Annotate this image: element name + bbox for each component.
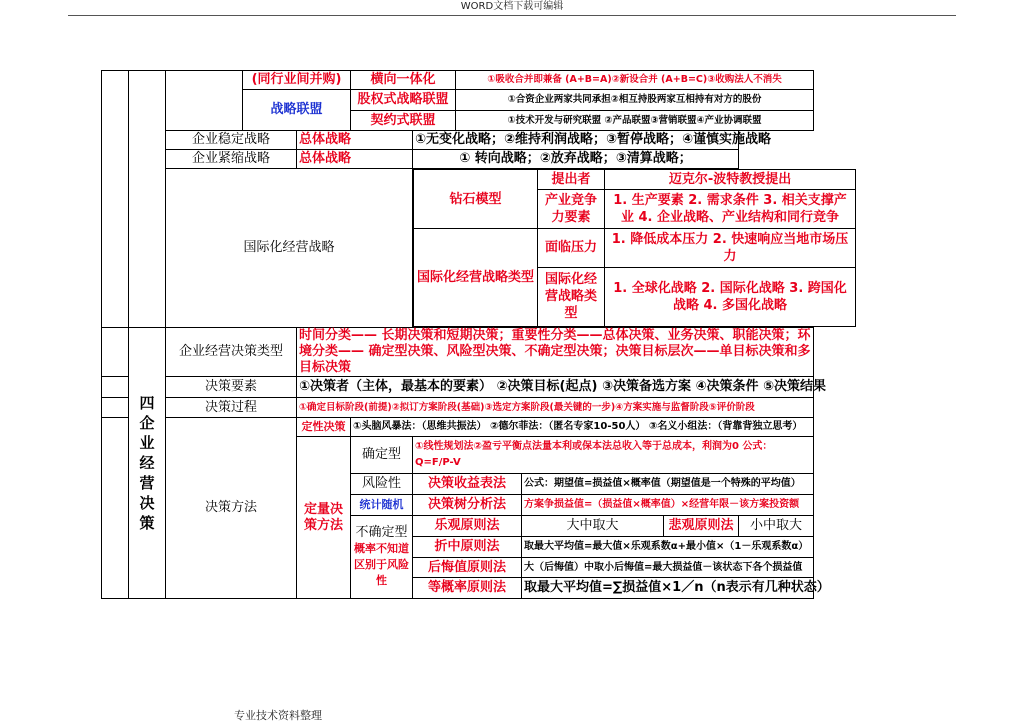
industry-label: 产业竞争力要素: [538, 190, 605, 229]
page-footer: 专业技术资料整理: [234, 709, 322, 722]
strat-types-value: 1. 全球化战略 2. 国际化战略 3. 跨国化战略 4. 多国化战略: [605, 267, 856, 326]
retrench-strategy-type: 总体战略: [297, 150, 413, 169]
equal-prob-value: 取最大平均值=∑损益值×1／n（n表示有几种状态）: [522, 578, 814, 599]
optimistic-value: 大中取大: [522, 516, 664, 537]
decision-methods-label: 决策方法: [166, 418, 297, 599]
blank-cell: [102, 398, 129, 418]
decision-elements-value: ①决策者（主体，最基本的要素） ②决策目标(起点) ③决策备选方案 ④决策条件 ⑤决策结果: [297, 377, 814, 398]
header-divider: [68, 15, 956, 16]
uncertain-sub-label: 概率不知道区别于风险性: [354, 542, 410, 587]
strat-types-label: 国际化经营战略类型: [538, 267, 605, 326]
intl-types-label: 国际化经营战略类型: [414, 229, 538, 327]
qualitative-value: ①头脑风暴法：（思维共振法） ②德尔菲法：（匿名专家10-50人） ③名义小组法：（背靠背独立思考）: [351, 418, 814, 437]
stable-strategy-label: 企业稳定战略: [166, 131, 297, 150]
quantitative-label: 定量决策方法: [297, 437, 351, 599]
chapter-title: [129, 328, 166, 599]
horizontal-merger-group: (同行业间并购): [243, 71, 351, 90]
study-notes-table: [101, 70, 849, 599]
chapter-char: 策: [139, 514, 155, 532]
chapter-char: 企: [139, 414, 155, 432]
intl-subtable-cell: [413, 169, 849, 328]
proposer-value: 迈克尔-波特教授提出: [605, 170, 856, 190]
blank-cell: [129, 71, 166, 328]
pessimistic-method: 悲观原则法: [664, 516, 739, 537]
diamond-model-label: 钻石模型: [414, 170, 538, 229]
pressure-value: 1. 降低成本压力 2. 快速响应当地市场压力: [605, 229, 856, 267]
contract-alliance-detail: ①技术开发与研究联盟 ②产品联盟③营销联盟④产业协调联盟: [456, 111, 814, 131]
optimistic-method: 乐观原则法: [413, 516, 522, 537]
risk-label: 风险性: [351, 474, 413, 495]
retrench-strategy-detail: ① 转向战略；②放弃战略；③清算战略；: [413, 150, 739, 169]
decision-process-label: 决策过程: [166, 398, 297, 418]
certain-value: ①线性规划法②盈亏平衡点法量本利或保本法总收入等于总成本，利润为0 公式：Q=F/P-V: [413, 437, 814, 474]
equal-prob-method: 等概率原则法: [413, 578, 522, 599]
chapter-char: 经: [139, 454, 155, 472]
decision-elements-label: 决策要素: [166, 377, 297, 398]
pressure-label: 面临压力: [538, 229, 605, 267]
equity-alliance-detail: ①合资企业两家共同承担②相互持股两家互相持有对方的股份: [456, 90, 814, 111]
qualitative-label: 定性决策: [297, 418, 351, 437]
blank-cell: [166, 71, 243, 131]
chapter-char: 决: [139, 494, 155, 512]
risk-sub-label: 统计随机: [351, 495, 413, 516]
blank-cell: [102, 328, 129, 377]
stable-strategy-type: 总体战略: [297, 131, 413, 150]
compromise-value: 取最大平均值=最大值×乐观系数α+最小值×（1－乐观系数α）: [522, 537, 814, 558]
tree-method: 决策树分析法: [413, 495, 522, 516]
decision-process-value: ①确定目标阶段(前提)②拟订方案阶段(基础)③选定方案阶段(最关键的一步)④方案实施与监督阶段⑤评价阶段: [297, 398, 814, 418]
horizontal-merger-name: 横向一体化: [351, 71, 456, 90]
blank-cell: [102, 71, 129, 328]
chapter-char: 四: [139, 394, 155, 412]
intl-strategy-label: 国际化经营战略: [166, 169, 413, 328]
compromise-method: 折中原则法: [413, 537, 522, 558]
stable-strategy-detail: ①无变化战略；②维持利润战略；③暂停战略；④谨慎实施战略: [413, 131, 739, 150]
blank-cell: [102, 418, 129, 599]
chapter-char: 营: [139, 474, 155, 492]
uncertain-label: 不确定型: [355, 525, 408, 540]
horizontal-merger-detail: ①吸收合并即兼备 (A+B=A)②新设合并 (A+B=C)③收购法人不消失: [456, 71, 814, 90]
expected-formula: 公式：期望值=损益值×概率值（期望值是一个特殊的平均值）: [522, 474, 814, 495]
uncertain-cell: [351, 516, 413, 599]
regret-value: 大（后悔值）中取小后悔值=最大损益值－该状态下各个损益值: [522, 558, 814, 578]
page-header: WORD文档下载可编辑: [460, 1, 564, 12]
tree-formula: 方案争损益值=（损益值×概率值）×经营年限－该方案投资额: [522, 495, 814, 516]
pessimistic-value: 小中取大: [739, 516, 814, 537]
regret-method: 后悔值原则法: [413, 558, 522, 578]
industry-value: 1. 生产要素 2. 需求条件 3. 相关支撑产业 4. 企业战略、产业结构和同行竞争: [605, 190, 856, 229]
intl-subtable: [413, 169, 856, 327]
contract-alliance-name: 契约式联盟: [351, 111, 456, 131]
decision-types-label: 企业经营决策类型: [166, 328, 297, 377]
chapter-char: 业: [139, 434, 155, 452]
expected-method: 决策收益表法: [413, 474, 522, 495]
blank-cell: [102, 377, 129, 398]
retrench-strategy-label: 企业紧缩战略: [166, 150, 297, 169]
strategic-alliance-label: 战略联盟: [243, 90, 351, 131]
proposer-label: 提出者: [538, 170, 605, 190]
decision-types-value: 时间分类—— 长期决策和短期决策；重要性分类——总体决策、业务决策、职能决策；环境分类—— 确定型决策、风险型决策、不确定型决策；决策目标层次——单目标决策和多目标决策: [297, 328, 814, 377]
certain-label: 确定型: [351, 437, 413, 474]
equity-alliance-name: 股权式战略联盟: [351, 90, 456, 111]
